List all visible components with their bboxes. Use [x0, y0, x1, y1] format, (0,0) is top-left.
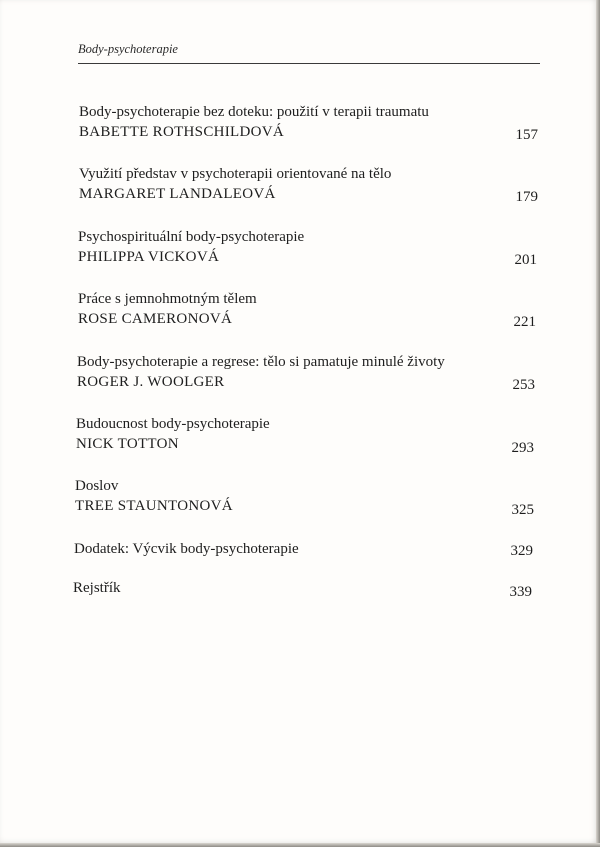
- toc-entry-title: Doslov: [75, 478, 119, 494]
- page-edge-bottom: [0, 843, 600, 847]
- toc-entry-author: ROGER J. WOOLGER: [77, 374, 225, 390]
- toc-entry-page: 179: [515, 189, 538, 205]
- toc-entry-title: Využití představ v psychoterapii orientované na tělo: [79, 166, 392, 182]
- running-head: Body-psychoterapie: [78, 42, 178, 56]
- toc-entry-author: NICK TOTTON: [76, 436, 179, 452]
- toc-entry-title: Body-psychoterapie a regrese: tělo si pamatuje minulé životy: [77, 354, 445, 370]
- toc-entry-page: 201: [514, 252, 537, 268]
- toc-entry-title: Body-psychoterapie bez doteku: použití v terapii traumatu: [79, 104, 429, 120]
- toc-entry-title: Rejstřík: [73, 580, 121, 596]
- toc-entry-page: 329: [510, 543, 533, 559]
- toc-entry-author: TREE STAUNTONOVÁ: [75, 498, 233, 514]
- page-edge-right: [596, 0, 600, 847]
- toc-entry-title: Práce s jemnohmotným tělem: [78, 291, 257, 307]
- toc-entry-author: ROSE CAMERONOVÁ: [78, 311, 233, 327]
- toc-entry-page: 339: [509, 584, 532, 600]
- toc-entry-title: Dodatek: Výcvik body-psychoterapie: [74, 541, 299, 557]
- header-rule: [78, 63, 540, 64]
- toc-entry-author: PHILIPPA VICKOVÁ: [78, 249, 220, 265]
- toc-entry-page: 221: [513, 314, 536, 330]
- toc-entry-page: 325: [511, 502, 534, 518]
- toc-entry-title: Budoucnost body-psychoterapie: [76, 416, 270, 432]
- toc-entry-page: 293: [511, 440, 534, 456]
- toc-entry-page: 253: [512, 377, 535, 393]
- toc-entry-author: BABETTE ROTHSCHILDOVÁ: [79, 124, 285, 140]
- toc-entry-title: Psychospirituální body-psychoterapie: [78, 229, 305, 245]
- toc-entry-author: MARGARET LANDALEOVÁ: [79, 186, 276, 202]
- toc-entry-page: 157: [515, 127, 538, 143]
